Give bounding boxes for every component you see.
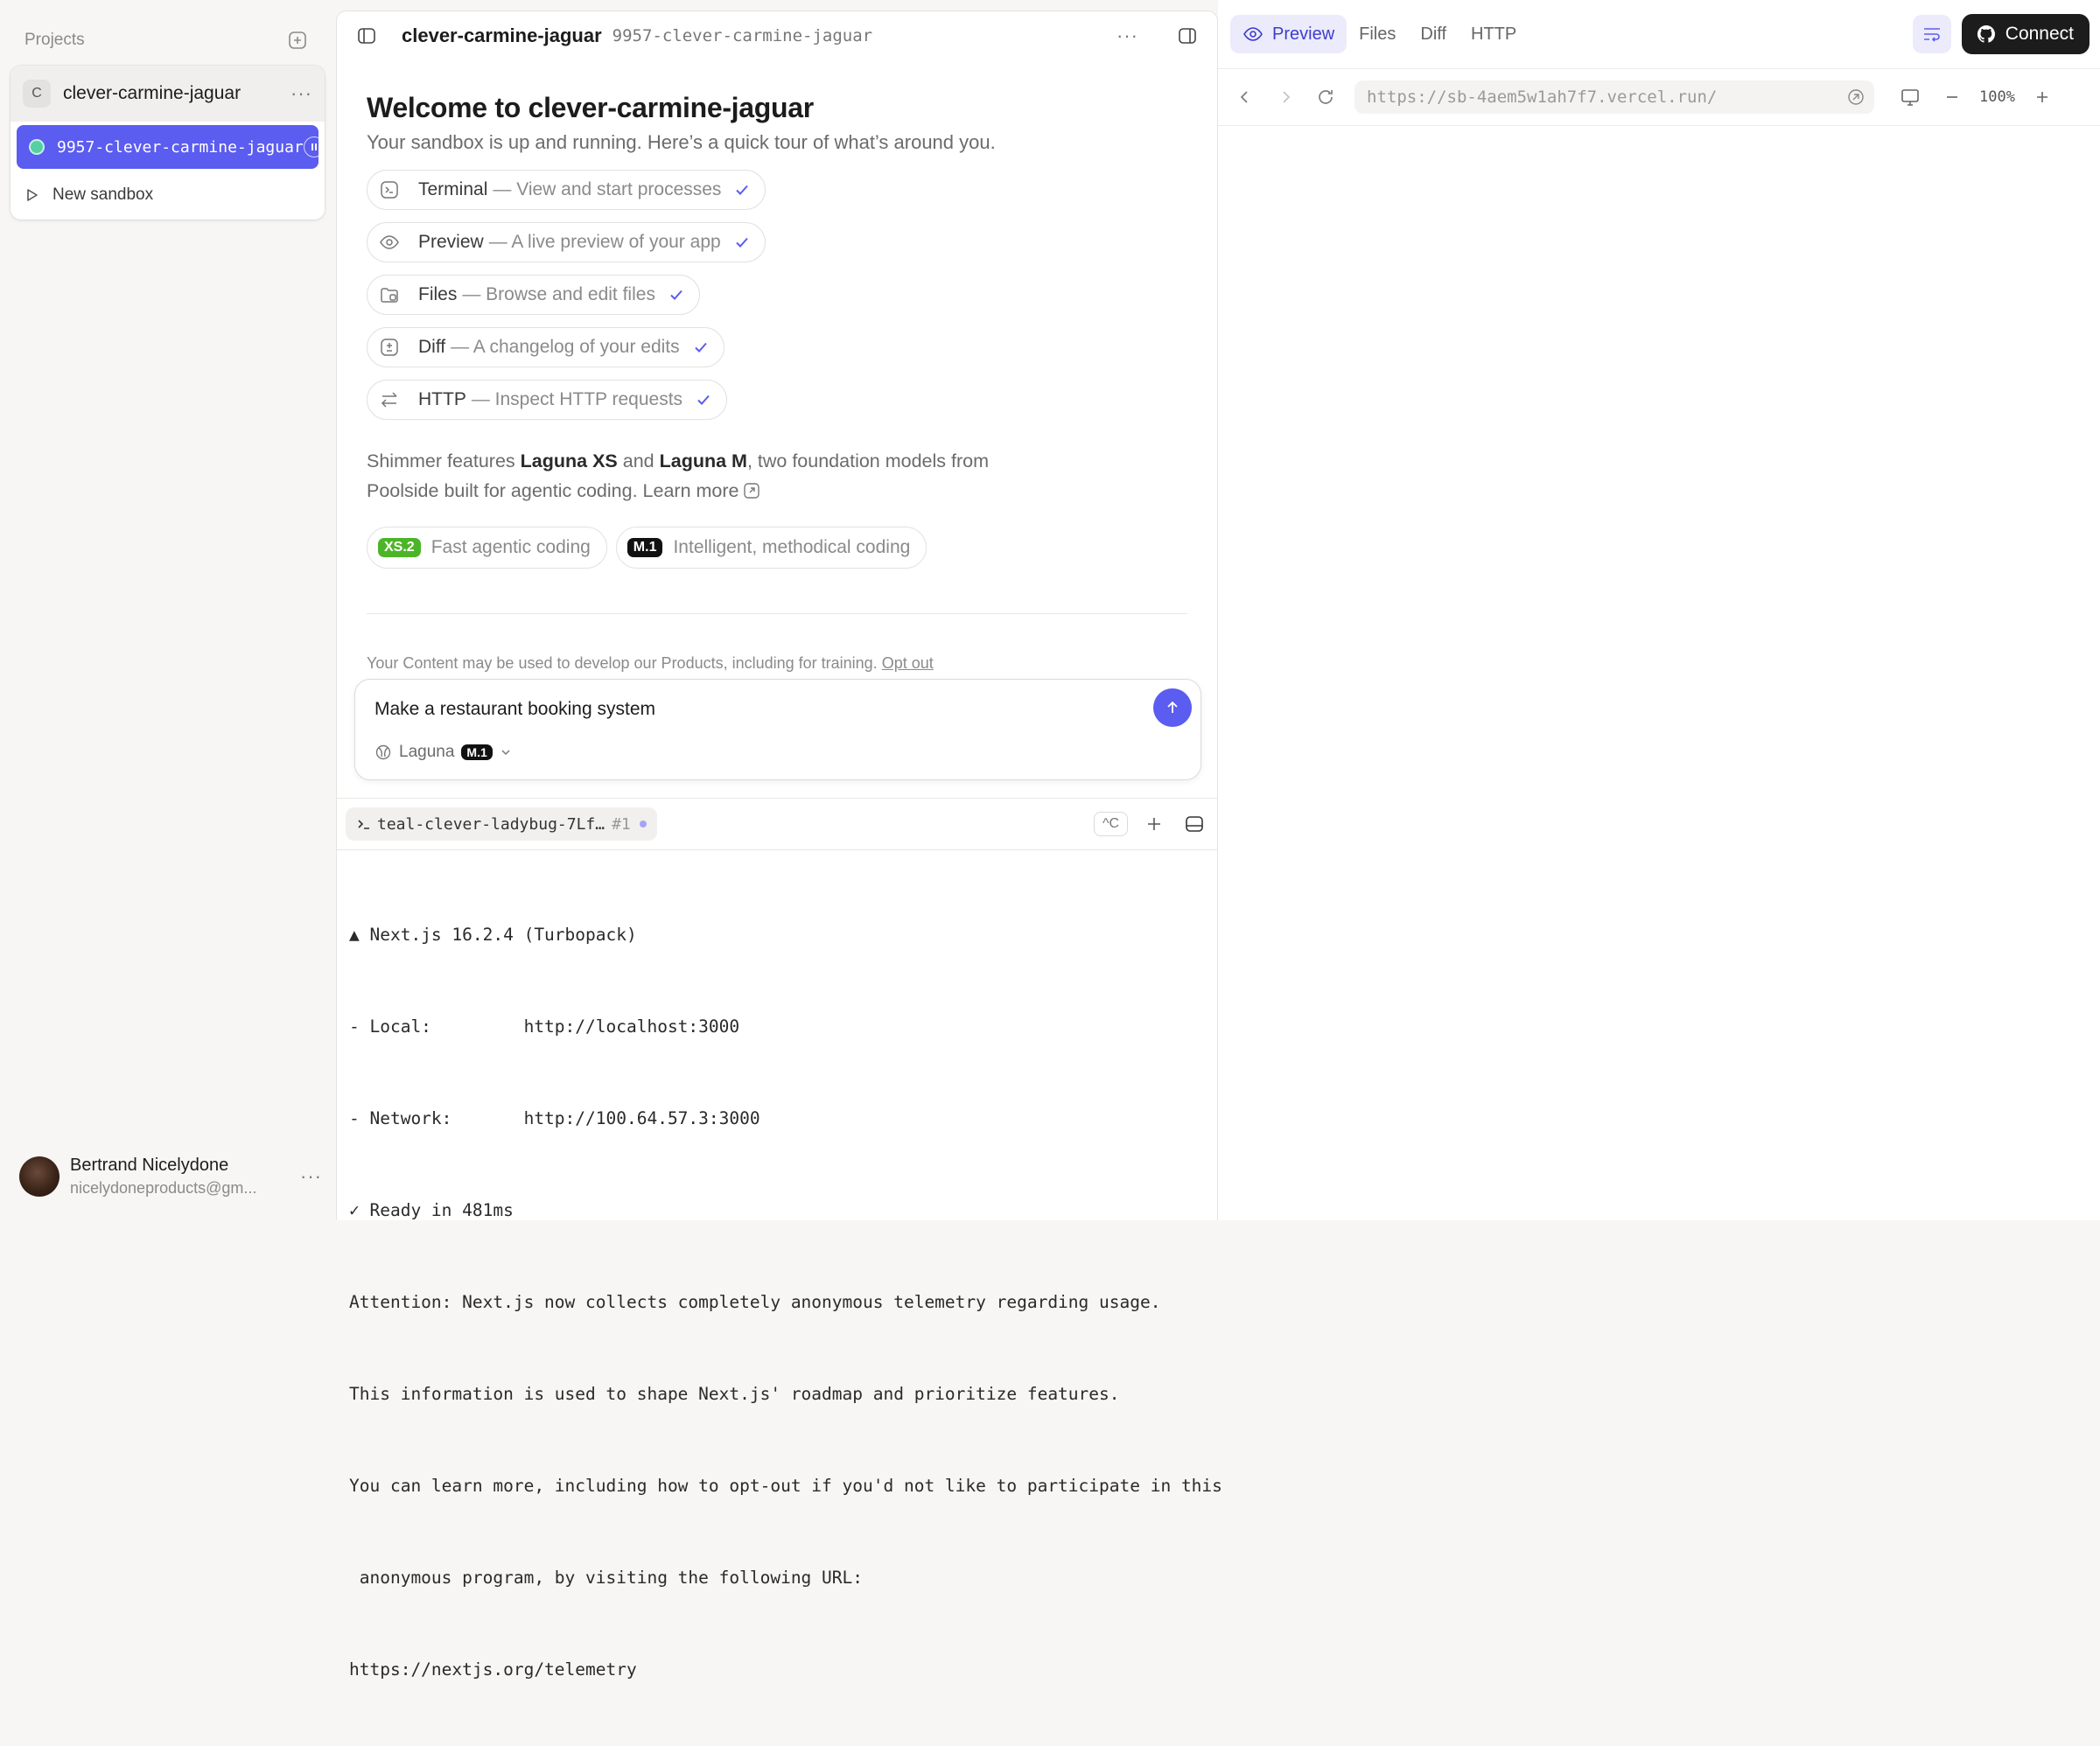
external-link-icon bbox=[743, 482, 760, 499]
eye-icon bbox=[1242, 24, 1264, 45]
toggle-terminal-button[interactable] bbox=[1180, 810, 1208, 838]
feature-preview[interactable] bbox=[367, 222, 766, 262]
welcome-title: Welcome to clever-carmine-jaguar bbox=[367, 92, 814, 123]
new-sandbox-label: New sandbox bbox=[52, 185, 154, 204]
terminal-line: ✓ Ready in 481ms bbox=[349, 1200, 514, 1220]
panel-bottom-icon bbox=[1184, 814, 1205, 835]
toggle-sidebar-button[interactable] bbox=[353, 22, 381, 50]
model-chip-label: Intelligent, methodical coding bbox=[673, 537, 911, 557]
panel-right-icon bbox=[1177, 25, 1198, 46]
check-icon bbox=[668, 286, 685, 304]
chat-panel bbox=[336, 10, 1222, 1680]
feature-list bbox=[367, 170, 1189, 432]
add-project-button[interactable] bbox=[284, 26, 312, 54]
eye-icon bbox=[378, 231, 401, 254]
feature-terminal[interactable] bbox=[367, 170, 766, 210]
terminal-status-dot bbox=[640, 821, 647, 828]
terminal-toolbar bbox=[337, 798, 1217, 850]
browser-toolbar bbox=[1218, 68, 2100, 126]
feature-name: HTTP bbox=[418, 389, 466, 409]
model-chip-m[interactable] bbox=[616, 527, 928, 569]
model-m-name: Laguna M bbox=[659, 450, 747, 471]
models-and: and bbox=[622, 450, 654, 471]
project-card bbox=[10, 66, 325, 220]
reload-button[interactable] bbox=[1311, 82, 1340, 112]
more-options-icon[interactable]: ··· bbox=[1116, 24, 1138, 46]
model-logo-icon bbox=[374, 744, 392, 761]
project-row[interactable] bbox=[10, 66, 325, 122]
feature-desc: — View and start processes bbox=[493, 179, 722, 199]
project-more-icon[interactable]: ··· bbox=[290, 82, 312, 104]
preview-panel bbox=[1218, 0, 2100, 1220]
user-more-icon[interactable]: ··· bbox=[300, 1165, 322, 1187]
tab-http[interactable]: HTTP bbox=[1471, 24, 1517, 44]
check-icon bbox=[733, 181, 751, 199]
models-intro: Shimmer features bbox=[367, 450, 515, 471]
diff-icon bbox=[378, 336, 401, 359]
sidebar-header bbox=[24, 26, 312, 54]
terminal-tab-number: #1 bbox=[612, 814, 631, 834]
user-email: nicelydoneproducts@gm... bbox=[70, 1179, 257, 1197]
models-rest: , two foundation models from Poolside built for agentic coding. bbox=[367, 450, 990, 501]
terminal-line: ▲ Next.js 16.2.4 (Turbopack) bbox=[349, 925, 637, 945]
workspace-title: clever-carmine-jaguar bbox=[402, 24, 602, 46]
model-xs-name: Laguna XS bbox=[520, 450, 618, 471]
preview-viewport[interactable] bbox=[1218, 126, 2100, 1220]
model-selector-badge: M.1 bbox=[461, 744, 492, 760]
user-name: Bertrand Nicelydone bbox=[70, 1156, 229, 1175]
message-composer[interactable] bbox=[354, 679, 1201, 780]
chevron-left-icon bbox=[1236, 88, 1254, 106]
folder-icon bbox=[378, 283, 401, 306]
feature-name: Files bbox=[418, 284, 458, 304]
learn-more-label: Learn more bbox=[642, 480, 739, 501]
terminal-line: You can learn more, including how to opt-out if you'd not like to participate in this bbox=[349, 1476, 1222, 1496]
model-badge-xs: XS.2 bbox=[378, 538, 421, 557]
send-button[interactable] bbox=[1153, 688, 1192, 727]
device-toggle-button[interactable] bbox=[1895, 82, 1925, 112]
tab-diff[interactable]: Diff bbox=[1420, 24, 1447, 44]
sandbox-status-icon bbox=[29, 139, 45, 155]
new-sandbox-button[interactable] bbox=[23, 176, 153, 214]
composer-input[interactable]: Make a restaurant booking system bbox=[374, 699, 655, 719]
feature-name: Diff bbox=[418, 337, 446, 357]
refresh-icon bbox=[1316, 87, 1335, 107]
terminal-line: Attention: Next.js now collects completely anonymous telemetry regarding usage. bbox=[349, 1292, 1161, 1312]
terminal-icon bbox=[378, 178, 401, 201]
tab-preview-label: Preview bbox=[1272, 24, 1335, 44]
zoom-controls bbox=[1895, 82, 2057, 112]
opt-out-link[interactable]: Opt out bbox=[881, 654, 934, 672]
content-disclaimer bbox=[367, 654, 934, 673]
open-external-icon[interactable] bbox=[1846, 87, 1866, 107]
plus-icon bbox=[1144, 814, 1164, 834]
github-icon bbox=[1976, 24, 1997, 45]
forward-button[interactable] bbox=[1270, 82, 1300, 112]
welcome-subtitle: Your sandbox is up and running. Here’s a quick tour of what’s around you. bbox=[367, 131, 996, 153]
feature-name: Terminal bbox=[418, 179, 488, 199]
model-chip-xs[interactable] bbox=[367, 527, 607, 569]
zoom-out-button[interactable] bbox=[1937, 82, 1967, 112]
arrow-up-icon bbox=[1164, 699, 1181, 716]
learn-more-link[interactable] bbox=[643, 480, 760, 501]
chevron-right-icon bbox=[1277, 88, 1294, 106]
check-icon bbox=[695, 391, 712, 409]
sandbox-name: 9957-clever-carmine-jaguar bbox=[57, 137, 304, 157]
project-name: clever-carmine-jaguar bbox=[63, 83, 242, 103]
plus-icon bbox=[2034, 88, 2051, 106]
avatar bbox=[19, 1156, 60, 1197]
connect-label: Connect bbox=[2005, 24, 2074, 44]
feature-desc: — Browse and edit files bbox=[462, 284, 655, 304]
check-icon bbox=[733, 234, 751, 251]
feature-name: Preview bbox=[418, 232, 484, 252]
monitor-icon bbox=[1900, 87, 1921, 108]
model-chips bbox=[367, 527, 1189, 569]
feature-diff[interactable] bbox=[367, 327, 724, 367]
terminal-tab-name: teal-clever-ladybug-7Lf… bbox=[377, 814, 606, 834]
user-menu[interactable] bbox=[19, 1151, 322, 1202]
model-badge-m: M.1 bbox=[627, 538, 663, 557]
sidebar bbox=[0, 0, 336, 1220]
model-selector[interactable] bbox=[374, 743, 512, 762]
feature-files[interactable] bbox=[367, 275, 700, 315]
zoom-level: 100% bbox=[1979, 88, 2015, 106]
feature-http[interactable] bbox=[367, 380, 727, 420]
terminal-prompt-icon bbox=[356, 816, 372, 832]
terminal-line: anonymous program, by visiting the following URL: bbox=[349, 1568, 863, 1588]
feature-desc: — A changelog of your edits bbox=[451, 337, 680, 357]
divider bbox=[367, 613, 1187, 614]
zoom-in-button[interactable] bbox=[2027, 82, 2057, 112]
minus-icon bbox=[1943, 88, 1961, 106]
sidebar-icon bbox=[356, 25, 377, 46]
terminal-line: - Local: http://localhost:3000 bbox=[349, 1016, 740, 1037]
tab-files[interactable]: Files bbox=[1359, 24, 1396, 44]
toggle-panel-button[interactable] bbox=[1173, 22, 1201, 50]
disclaimer-text: Your Content may be used to develop our Products, including for training. bbox=[367, 654, 878, 672]
sidebar-title: Projects bbox=[24, 31, 85, 49]
check-icon bbox=[692, 339, 710, 356]
terminal-output[interactable] bbox=[349, 858, 1222, 1746]
pause-icon[interactable] bbox=[304, 136, 325, 157]
feature-desc: — A live preview of your app bbox=[488, 232, 721, 252]
terminal-tab[interactable] bbox=[346, 807, 657, 841]
sandbox-item[interactable] bbox=[17, 125, 318, 169]
main-header bbox=[337, 11, 1217, 60]
model-chip-label: Fast agentic coding bbox=[430, 537, 591, 557]
models-description bbox=[367, 446, 997, 506]
project-initial: C bbox=[23, 80, 51, 108]
preview-header bbox=[1218, 0, 2100, 68]
interrupt-button[interactable]: ^C bbox=[1094, 812, 1128, 836]
workspace-subtitle: 9957-clever-carmine-jaguar bbox=[612, 26, 873, 45]
terminal-line: This information is used to shape Next.js' roadmap and prioritize features. bbox=[349, 1384, 1120, 1404]
terminal-line: - Network: http://100.64.57.3:3000 bbox=[349, 1108, 760, 1128]
terminal-line: https://nextjs.org/telemetry bbox=[349, 1659, 637, 1680]
plus-square-icon bbox=[287, 30, 308, 51]
connect-github-button[interactable] bbox=[1962, 14, 2090, 54]
play-icon bbox=[23, 186, 40, 204]
chevron-down-icon bbox=[500, 746, 512, 758]
wrap-toggle-button[interactable] bbox=[1913, 15, 1951, 53]
url-field[interactable] bbox=[1354, 80, 1874, 114]
arrows-icon bbox=[378, 388, 401, 411]
url-text: https://sb-4aem5w1ah7f7.vercel.run/ bbox=[1367, 87, 1718, 107]
feature-desc: — Inspect HTTP requests bbox=[471, 389, 683, 409]
new-terminal-button[interactable] bbox=[1140, 810, 1168, 838]
model-selector-label: Laguna bbox=[399, 743, 455, 761]
text-wrap-icon bbox=[1921, 23, 1943, 45]
back-button[interactable] bbox=[1230, 82, 1260, 112]
tab-preview[interactable] bbox=[1230, 15, 1347, 53]
welcome-section bbox=[367, 92, 1189, 569]
